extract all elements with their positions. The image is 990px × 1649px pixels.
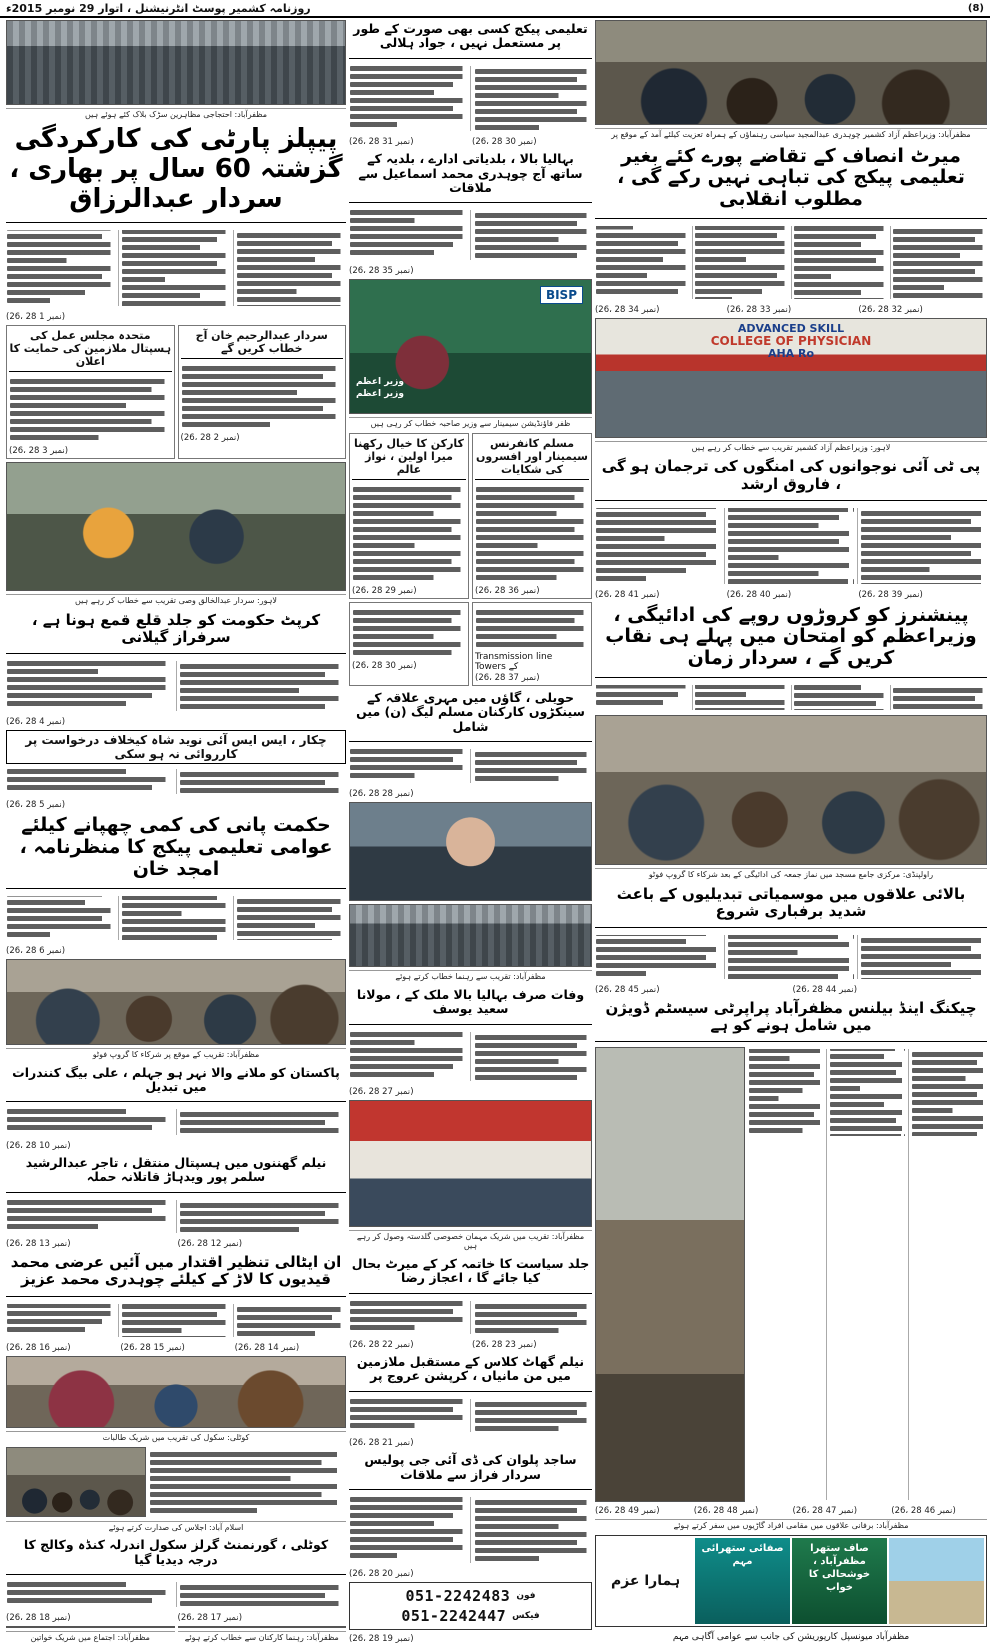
story-ref: (26، 28 نمبر 32)	[858, 304, 923, 315]
story-body	[475, 482, 589, 585]
story-body	[6, 659, 346, 713]
story-ref: (26، 28 نمبر 23)	[472, 1340, 537, 1351]
story-ref: (26، 28 نمبر 6)	[6, 945, 66, 956]
story-body	[149, 1447, 346, 1518]
photo-caption: مظفرآباد: احتجاجی مظاہرین سڑک بلاک کئے ہوئے ہیں	[6, 108, 346, 121]
photo-assembly	[178, 1626, 347, 1628]
photo-ceremony	[349, 1100, 592, 1226]
photo-women-group	[6, 1356, 346, 1428]
sidebar-story-khitab	[178, 325, 347, 459]
story-body	[6, 1198, 346, 1236]
story-ref: (26، 28 نمبر 45)	[595, 984, 660, 995]
story-ref: (26، 28 نمبر 29)	[352, 585, 417, 596]
story-body	[349, 1030, 592, 1084]
photo-speaker	[6, 1626, 175, 1628]
story-body	[349, 747, 592, 785]
photo-caption: راولپنڈی: مرکزی جامع مسجد میں نماز جمعہ کی ادائیگی کے بعد شرکاء کا گروپ فوٹو	[595, 868, 987, 881]
photo-caption: مظفرآباد: تقریب کے موقع پر شرکاء کا گروپ فوٹو	[6, 1048, 346, 1061]
photo-label-minister: وزیر اعظم	[356, 377, 404, 388]
ad-teal-panel	[695, 1538, 790, 1624]
ad-slogan-2: صفائی ستھرائی مہم	[701, 1543, 784, 1567]
headline-maulana-death: وفات صرف بہالیا بالا ملک کے ، مولانا سعید یوسف	[356, 986, 585, 1017]
headline-education-package: تعلیمی پیکج کسی بھی صورت کے طور پر مستعمل نہیں ، جواد ہلالی	[353, 21, 588, 51]
story-ref: (26، 28 نمبر 34)	[594, 304, 660, 315]
headline-corrupt-government: کرپٹ حکومت کو جلد قلع قمع ہونا ہے ، سرفراز گیلانی	[31, 610, 321, 647]
photo-snow-truck	[595, 1047, 745, 1502]
story-ref: (26، 28 نمبر 33)	[726, 304, 792, 315]
masthead	[0, 0, 990, 18]
ad-city-image	[889, 1538, 984, 1624]
story-ref: (26، 28 نمبر 44)	[792, 984, 858, 995]
advertisement-municipal[interactable]	[595, 1535, 987, 1627]
headline-attack: نیلم گھننوں میں ہسپتال منتقل ، تاجر عبدالرشید سلمر پور ویدہاڑ قاتلانہ حملہ	[25, 1154, 327, 1185]
sidebar-story-1	[472, 433, 592, 599]
photo-caption: ظفر فاؤنڈیشن سیمینار سے وزیر صاحبہ خطاب کر رہی ہیں	[349, 417, 592, 430]
story-ref: (26، 28 نمبر 13)	[6, 1239, 71, 1250]
story-body	[595, 506, 987, 586]
paper-title: روزنامہ کشمیر پوسٹ انٹرنیشنل ، اتوار 29 نومبر 2015ء	[6, 1, 311, 15]
photo-caption: مظفرآباد: تقریب سے رہنما خطاب کرتے ہوئے	[349, 970, 592, 983]
story-ref: (26، 28 نمبر 12)	[177, 1239, 243, 1250]
story-ref: (26، 28 نمبر 48)	[693, 1506, 759, 1517]
headline-snowfall: بالائی علاقوں میں موسمیاتی تبدیلیوں کے باعث شدید برفباری شروع	[616, 884, 966, 920]
photo-meeting-small	[6, 1447, 146, 1517]
story-body	[352, 605, 466, 660]
sidebar-story-support	[6, 325, 175, 459]
ad-green-panel	[792, 1538, 887, 1624]
sidebar-title: متحدہ مجلس عمل کی ہسپتال ملازمین کی حمایت کا اعلان	[9, 328, 172, 368]
ad-slogan: صاف ستھرا مظفرآباد ، خوشحالی کا خواب	[808, 1543, 871, 1593]
story-ref: (26، 28 نمبر 36)	[475, 585, 540, 596]
story-ref: (26، 28 نمبر 35)	[349, 265, 414, 276]
bisp-logo: BISP	[540, 286, 583, 304]
story-ref: (26، 28 نمبر 39)	[858, 589, 923, 600]
photo-caption: مظفرآباد: وزیراعظم آزاد کشمیر چوہدری عبدالمجید سیاسی رہنماؤں کے ہمراہ تعزیت کیلئے آمد کے موقع پر	[595, 128, 987, 141]
story-ref: (26، 28 نمبر 3)	[9, 445, 69, 456]
story-ref: (26، 28 نمبر 49)	[595, 1506, 660, 1517]
column-right	[595, 20, 987, 1644]
sidebar-title: کارکن کا خیال رکھنا میرا اولین ، نواز عالم	[354, 436, 464, 476]
story-body	[595, 683, 987, 712]
story-body	[349, 208, 592, 262]
headline-merit-package: میرٹ انصاف کے تقاضے پورے کئے بغیر تعلیمی پیکج کی تباہی نہیں رکے گی ، مطلوب انقلابی	[617, 144, 965, 211]
story-ref: (26، 28 نمبر 41)	[594, 589, 660, 600]
story-ref: (26، 28 نمبر 46)	[891, 1506, 956, 1517]
photo-rally	[349, 904, 592, 967]
story-ref: (26، 28 نمبر 31)	[349, 137, 414, 148]
story-body	[6, 228, 346, 308]
headline-canal-transfer: پاکستان کو ملانے والا نہر ہو جہلم ، علی بیگ کنندرات میں تبدیل	[12, 1064, 340, 1094]
photo-caption: مظفرآباد: اجتماع میں شریک خواتین	[6, 1631, 175, 1644]
story-body	[595, 933, 987, 981]
contact-phone-box[interactable]	[349, 1582, 592, 1631]
towers-label: Towers کے	[475, 661, 519, 672]
sidebar-story-4	[349, 602, 469, 686]
story-body	[6, 1580, 346, 1610]
photo-caption: کوٹلی: سکول کی تقریب میں شریک طالبات	[6, 1431, 346, 1444]
story-body	[349, 1397, 592, 1435]
photo-speaker-portrait	[349, 802, 592, 901]
story-ref: (26، 28 نمبر 21)	[349, 1438, 414, 1449]
transmission-line-label: Transmission line	[475, 651, 553, 662]
story-ref: (26، 28 نمبر 19)	[349, 1634, 414, 1645]
story-body	[6, 894, 346, 942]
photo-meeting-hall	[595, 20, 987, 125]
story-ref: (26، 28 نمبر 18)	[6, 1613, 71, 1624]
story-ref: (26، 28 نمبر 15)	[120, 1342, 185, 1353]
headline-pensioners: پینشنرز کو کروڑوں روپے کی ادائیگی ، وزیراعظم کو امتحان میں پہلے ہی نقاب کریں گے ، سردار زمان	[605, 603, 977, 670]
fax-label: فیکس	[512, 1610, 540, 1621]
story-ref: (26، 28 نمبر 30)	[472, 137, 537, 148]
advertisement-college[interactable]	[595, 318, 987, 438]
sidebar-story-3	[472, 602, 592, 686]
headline-prisoners: ان ایٹالی تنظیر اقتدار میں آئیں عرضی محمد قیدیوں کا لاڑ کے کیلئے چوہدری محمد عزیز	[10, 1253, 342, 1289]
photo-caption: مظفرآباد: برفانی علاقوں میں مقامی افراد گاڑیوں میں سفر کرتے ہوئے	[595, 1519, 987, 1532]
headline-pti-youth: پی ٹی آئی نوجوانوں کی امنگوں کی ترجمان ہو گی ، فاروق ارشد	[601, 457, 981, 493]
story-ref: (26، 28 نمبر 1)	[6, 311, 66, 322]
photo-caption: مظفرآباد: تقریب میں شریک مہمان خصوصی گلدستہ وصول کر رہے ہیں	[349, 1230, 592, 1252]
story-body	[6, 767, 346, 797]
photo-sikh-pilgrims	[6, 462, 346, 591]
story-ref: (26، 28 نمبر 14)	[234, 1342, 300, 1353]
story-ref: (26، 28 نمبر 27)	[349, 1087, 414, 1098]
story-ref: (26، 28 نمبر 5)	[6, 800, 66, 811]
ad-college-text	[596, 323, 986, 360]
sidebar-title: سردار عبدالرحیم خان آج خطاب کریں گے	[195, 328, 328, 355]
story-ref: (26، 28 نمبر 47)	[792, 1506, 858, 1517]
ad-line-1: ADVANCED SKILL	[737, 321, 845, 335]
sidebar-title: مسلم کانفرنس سیمینار اور افسروں کی شکایات	[476, 436, 588, 476]
story-ref: (26، 28 نمبر 2)	[180, 432, 240, 443]
story-body	[352, 482, 466, 585]
story-body	[595, 224, 987, 301]
story-ref: (26، 28 نمبر 40)	[726, 589, 792, 600]
headline-school-upgrade: کوٹلی ، گورنمنٹ گرلز سکول اندرلہ کنڈہ وکالج کا درجہ دیدیا گیا	[23, 1537, 329, 1567]
photo-caption: مظفرآباد: رہنما کارکنان سے خطاب کرتے ہوئے	[178, 1631, 347, 1644]
story-body	[349, 1299, 592, 1337]
story-body	[181, 361, 344, 432]
fax-number[interactable]: 051-2242447	[401, 1606, 507, 1625]
column-left	[6, 20, 346, 1644]
ad-footer: مظفرآباد میونسپل کارپوریشن کی جانب سے عوامی آگاہی مہم	[672, 1632, 910, 1642]
photo-caption: لاہور: سردار عبدالخالق وصی تقریب سے خطاب کر رہے ہیں	[6, 594, 346, 607]
photo-label-minister-2: وزیر اعظم	[356, 389, 404, 400]
story-ref: (26، 28 نمبر 30)	[352, 660, 417, 671]
photo-friday-prayer-group	[595, 715, 987, 865]
ad-line-2: COLLEGE OF PHYSICIAN	[710, 333, 872, 348]
story-body	[6, 1107, 346, 1137]
headline-dig-meeting: ساجد پلوان کی ڈی آئی جی پولیس سردار فراز سے ملاقات	[364, 1452, 577, 1482]
headline-merit-restore: جلد سیاست کا خاتمہ کر کے میرٹ بحال کیا جائے گا ، اعجاز رضا	[351, 1255, 590, 1286]
photo-protest	[6, 20, 346, 105]
sidebar-story-2	[349, 433, 469, 599]
story-ref: (26، 28 نمبر 10)	[6, 1140, 71, 1151]
headline-neelum-corruption: نیلم گھاٹ کلاس کے مستقبل ملازمین میں من مانیاں ، کرپشن عروج پر	[356, 1354, 585, 1384]
story-body	[349, 1495, 592, 1565]
photo-group-photo	[6, 959, 346, 1045]
story-body	[475, 605, 589, 652]
story-ref: (26، 28 نمبر 37)	[475, 672, 540, 683]
sidebar-title-ssi: چکار ، ایس ایس آئی نوید شاہ کیخلاف درخواست پر کارروائی نہ ہو سکی	[6, 730, 346, 764]
headline-ppp-performance: پیپلز پارٹی کی کارکردگی گزشتہ 60 سال پر بھاری ، سردار عبدالرزاق	[9, 124, 343, 215]
story-ref: (26، 28 نمبر 4)	[6, 716, 66, 727]
photo-bisp-event	[349, 279, 592, 414]
page-number: (8)	[967, 2, 984, 14]
story-ref: (26، 28 نمبر 20)	[349, 1568, 414, 1579]
story-body	[9, 374, 172, 445]
story-ref: (26، 28 نمبر 22)	[349, 1340, 414, 1351]
headline-water-shortage: حکمت پانی کی کمی چھپانے کیلئے عوامی تعلیمی پیکج کا منظرنامہ ، امجد خان	[19, 814, 333, 881]
phone-number[interactable]: 051-2242483	[405, 1586, 511, 1605]
ad-title-panel	[598, 1538, 693, 1624]
story-body	[748, 1047, 987, 1502]
story-ref: (26، 28 نمبر 28)	[349, 788, 414, 799]
story-ref: (26، 28 نمبر 16)	[6, 1342, 71, 1353]
ad-line-3: AHA Ro	[767, 347, 815, 361]
headline-workers-join: حویلی ، گاؤں میں مہری علاقہ کے سینکڑوں کارکنان مسلم لیگ (ن) میں شامل	[356, 689, 585, 734]
headline-checking-balance: چیکنگ اینڈ بیلنس مظفرآباد پراپرٹی سیسٹم ڈویژن میں شامل ہونے کو ہے	[605, 998, 977, 1034]
photo-caption: اسلام آباد: اجلاس کی صدارت کرتے ہوئے	[6, 1521, 346, 1534]
headline-local-bodies: بہالیا بالا ، بلدیاتی ادارے ، بلدیہ کے ساتھ آج چوہدری محمد اسماعیل سے ملاقات	[358, 151, 583, 195]
column-middle	[349, 20, 592, 1644]
story-ref: (26، 28 نمبر 17)	[177, 1613, 243, 1624]
photo-caption: لاہور: وزیراعظم آزاد کشمیر تقریب سے خطاب کر رہے ہیں	[595, 441, 987, 454]
story-body	[6, 1302, 346, 1339]
ad-title: ہمارا عزم	[610, 1573, 681, 1589]
story-body	[349, 64, 592, 134]
phone-label: فون	[516, 1590, 536, 1601]
page-columns	[0, 18, 990, 1647]
